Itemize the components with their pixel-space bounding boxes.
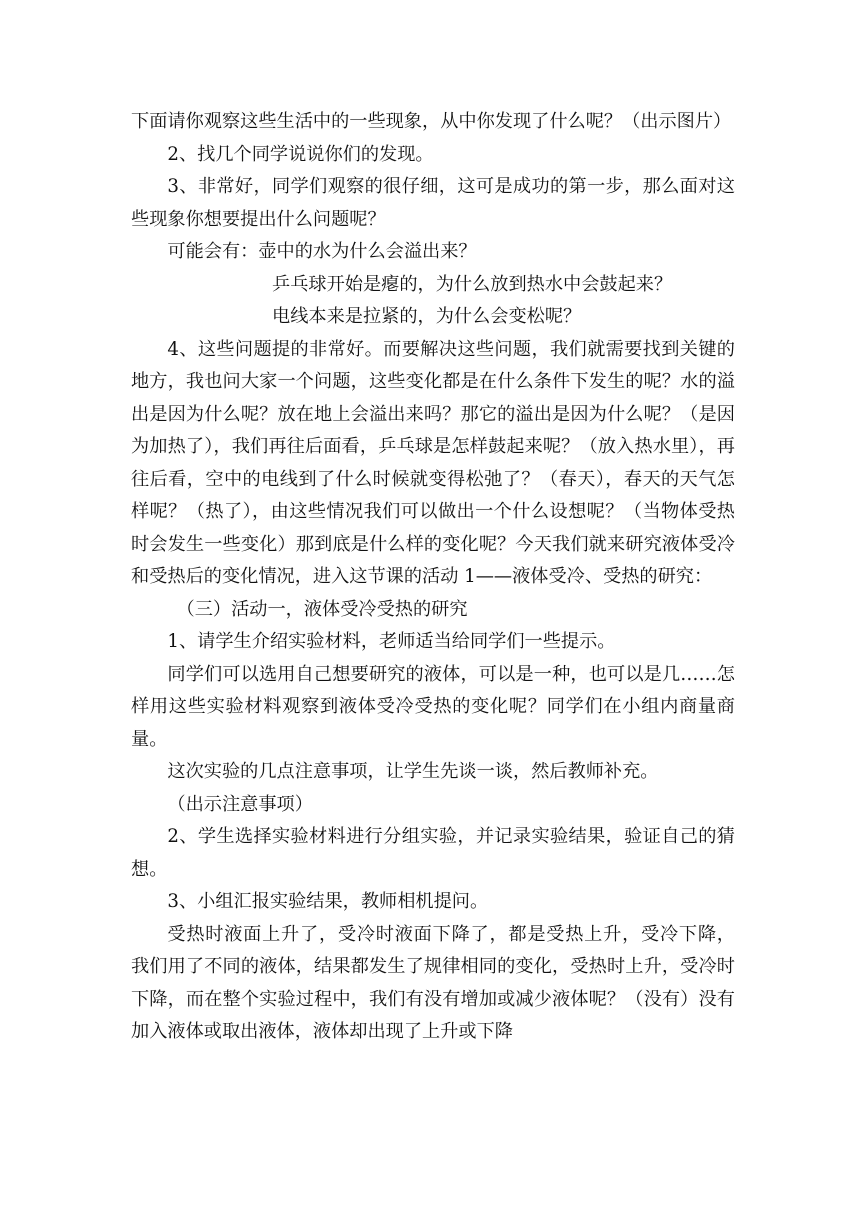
paragraph-question-wire: 电线本来是拉紧的，为什么会变松呢？ — [272, 306, 582, 327]
paragraph-activity-step-3: 3、小组汇报实验结果，教师相机提问。 — [167, 891, 489, 912]
paragraph-activity-step-2: 2、学生选择实验材料进行分组实验，并记录实验结果，验证自己的猜想。 — [131, 826, 735, 880]
paragraph-results: 受热时液面上升了，受冷时液面下降了，都是受热上升，受冷下降， 我们用了不同的液体，结果都发生了规律相同的变化，受热时上升，受冷时下降，而在整个实验过程中，我们有没有增加或减少液体呢？（没有）没有加入液体或取出液体，液体却出现了上升或下降 — [131, 923, 735, 1042]
paragraph-possible-questions: 可能会有：壶中的水为什么会溢出来？ — [167, 241, 477, 262]
paragraph-precautions: 这次实验的几点注意事项，让学生先谈一谈，然后教师补充。 — [167, 761, 659, 782]
paragraph-activity-step-1: 1、请学生介绍实验材料，老师适当给同学们一些提示。 — [167, 631, 616, 652]
paragraph-intro: 下面请你观察这些生活中的一些现象，从中你发现了什么呢？（出示图片） — [131, 111, 732, 132]
paragraph-choose-liquid: 同学们可以选用自己想要研究的液体，可以是一种，也可以是几……怎样用这些实验材料观察到液体受冷受热的变化呢？同学们在小组内商量商量。 — [131, 663, 735, 750]
document-body — [131, 106, 735, 1049]
paragraph-step-4: 4、这些问题提的非常好。而要解决这些问题，我们就需要找到关键的地方，我也问大家一个问题，这些变化都是在什么条件下发生的呢？水的溢出是因为什么呢？放在地上会溢出来吗？那它的溢出是因为什么呢？（是因为加热了），我们再往后面看，乒乓球是怎样鼓起来呢？（放入热水里），再往后看，空中的电线到了什么时候就变得松弛了？（春天），春天的天气怎样呢？（热了），由这些情况我们可以做出一个什么设想呢？（当物体受热时会发生一些变化）那到底是什么样的变化呢？今天我们就来研究液体受冷和受热后的变化情况，进入这节课的活动 1——液体受冷、受热的研究： — [131, 338, 735, 587]
paragraph-step-2: 2、找几个同学说说你们的发现。 — [167, 143, 434, 165]
paragraph-show-precautions: （出示注意事项） — [167, 793, 313, 815]
section-heading-activity-1: （三）活动一，液体受冷受热的研究 — [176, 598, 468, 620]
paragraph-question-pingpong: 乒乓球开始是瘪的，为什么放到热水中会鼓起来？ — [272, 273, 673, 295]
paragraph-step-3: 3、非常好，同学们观察的很仔细，这可是成功的第一步，那么面对这些现象你想要提出什么问题呢？ — [131, 176, 735, 230]
